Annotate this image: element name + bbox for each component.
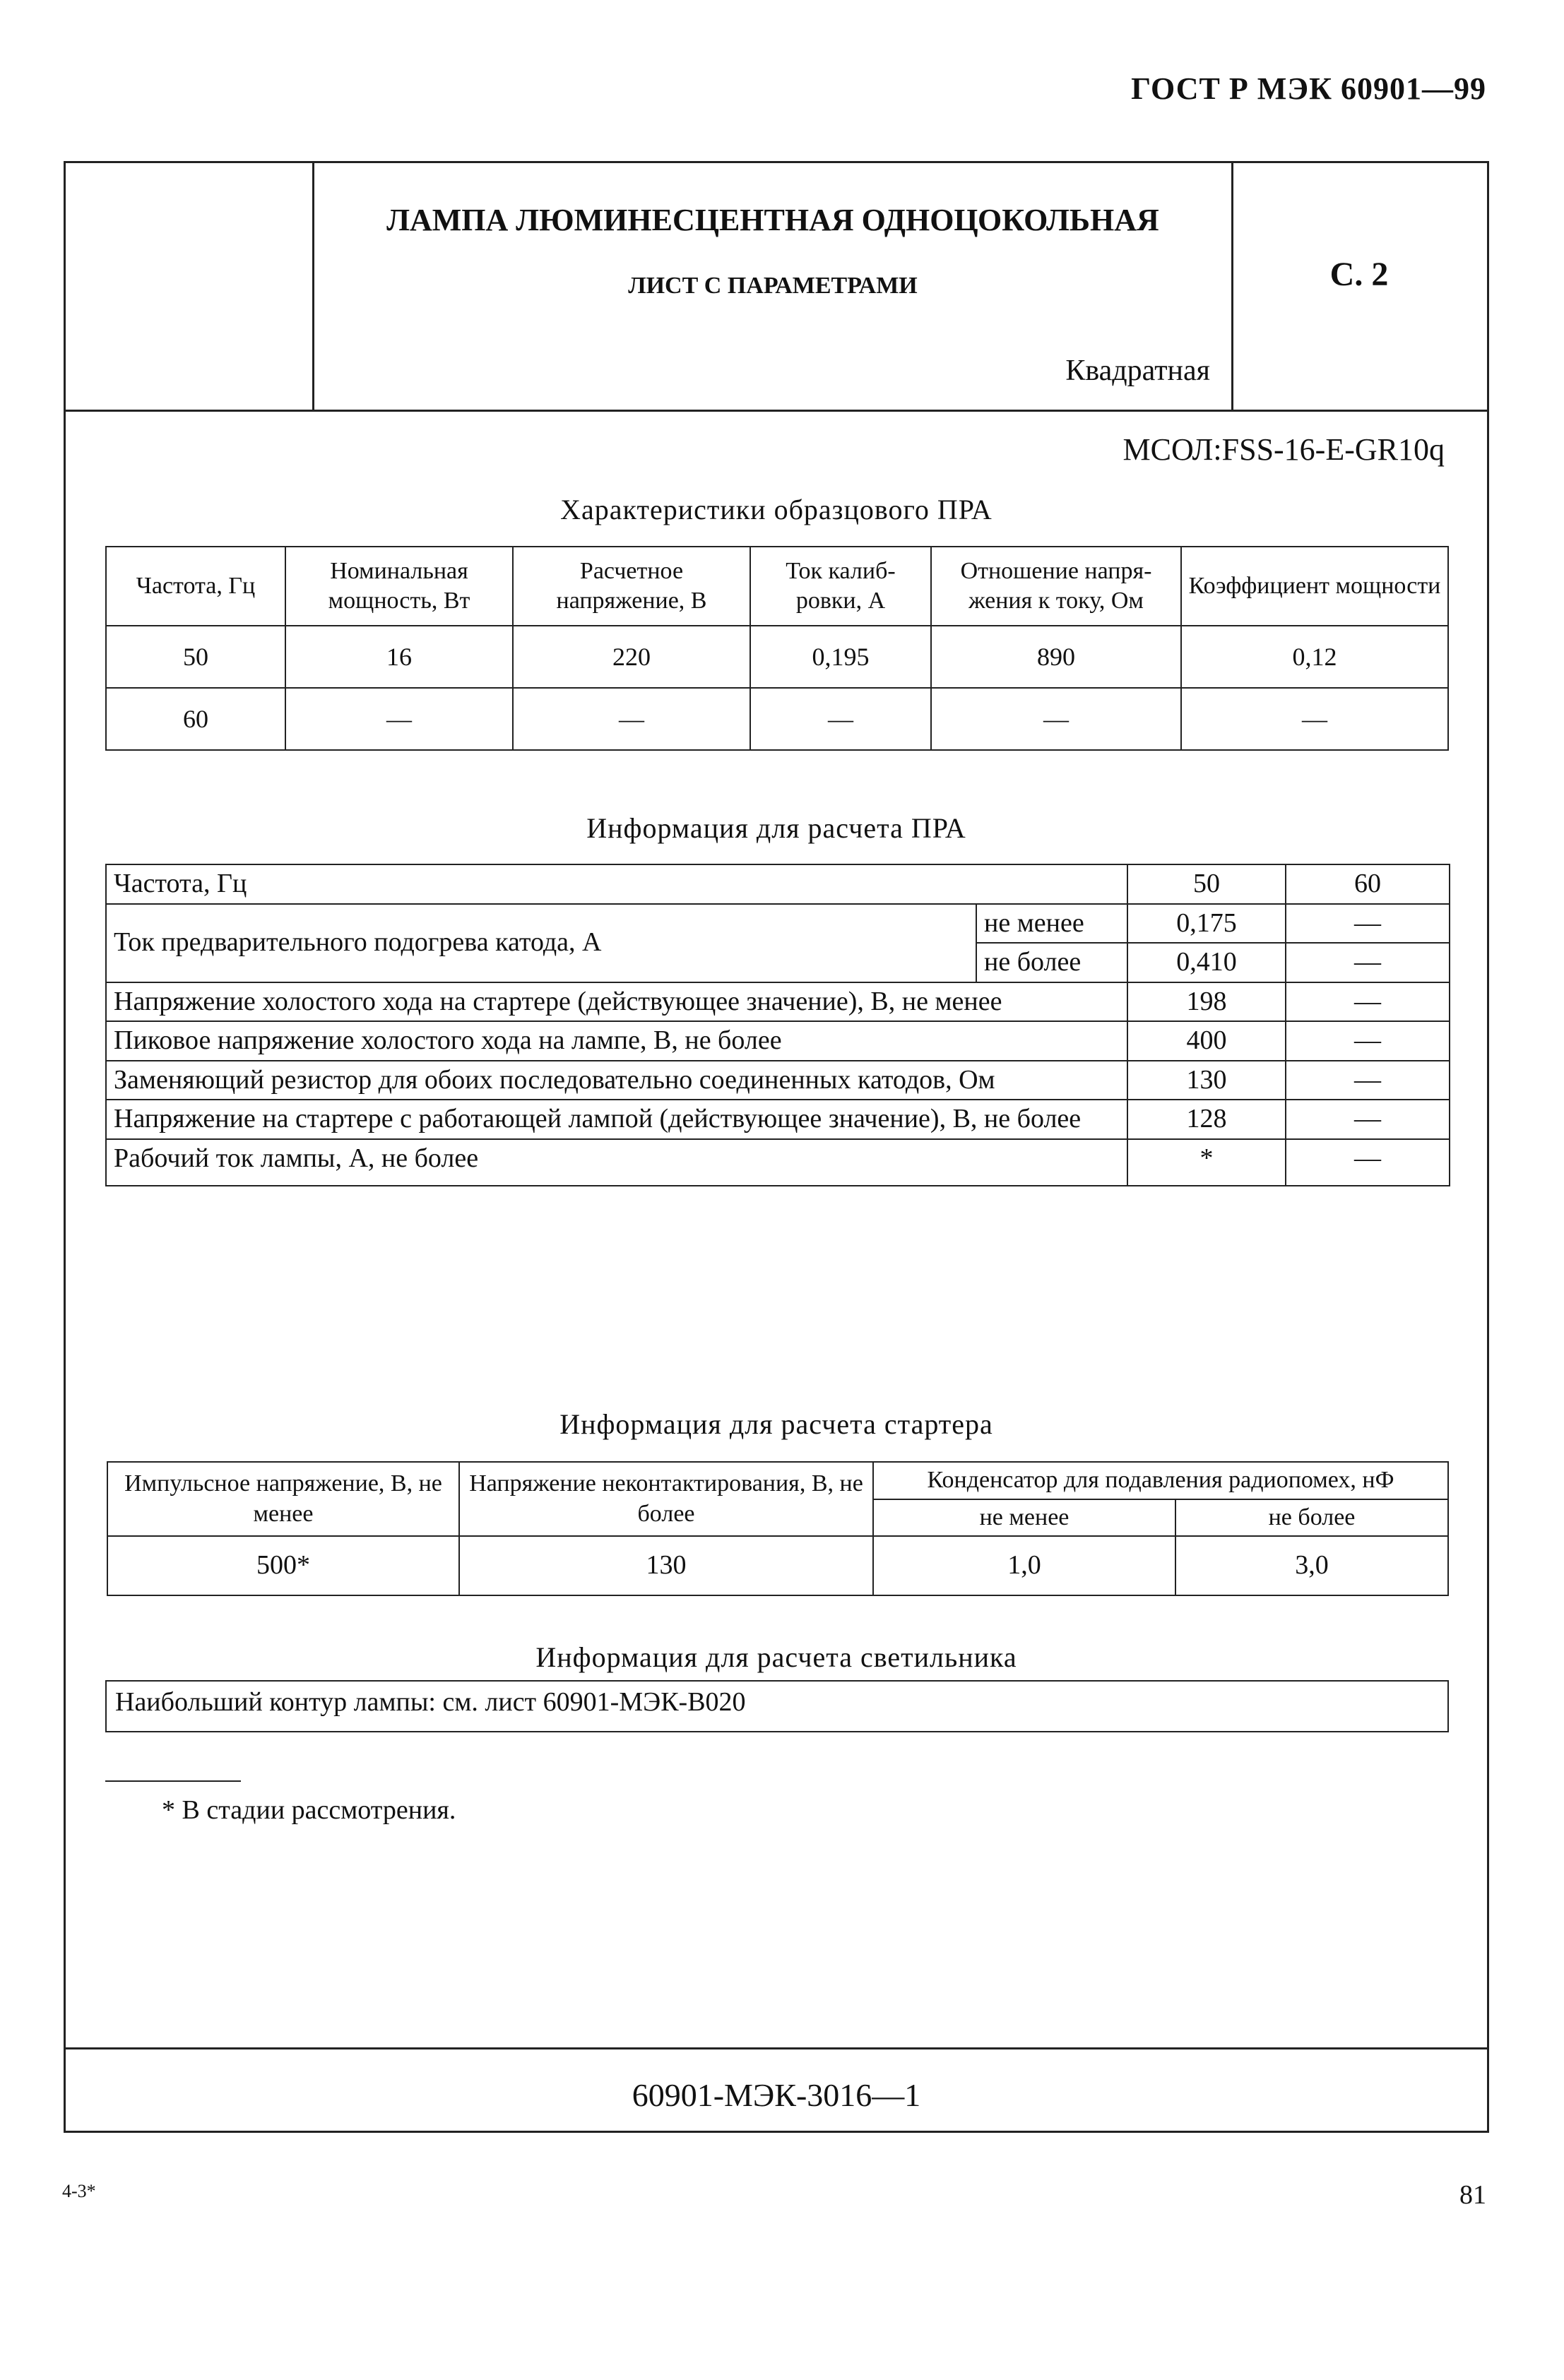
footnote-rule — [105, 1780, 241, 1782]
table-header-row — [106, 547, 1448, 626]
col-cap-max: не более — [1175, 1499, 1448, 1537]
luminaire-info-table — [105, 1680, 1449, 1732]
row-label: Напряжение на стартере с работающей лампой (действующее значение), В, не более — [106, 1100, 1127, 1139]
frequency-label: Частота, Гц — [106, 864, 1127, 904]
starter-info-title: Информация для расчета стартера — [559, 1408, 993, 1440]
table-cell: — — [285, 688, 513, 750]
table-cell: — — [750, 688, 931, 750]
table-cell: 3,0 — [1175, 1536, 1448, 1595]
col-power-factor: Коэффициент мощности — [1181, 547, 1448, 626]
table-cell: 16 — [285, 626, 513, 688]
table-header-row — [107, 1462, 1448, 1499]
col-calibration-current: Ток калиб-ровки, А — [750, 547, 931, 626]
table-cell: — — [1286, 943, 1450, 982]
table-row — [106, 626, 1448, 688]
preheat-current-label: Ток предварительного подогрева катода, А — [106, 904, 976, 982]
table-cell: — — [1286, 1061, 1450, 1100]
reference-ballast-table — [105, 546, 1449, 751]
table-cell: 0,410 — [1127, 943, 1286, 982]
table-row — [106, 982, 1450, 1022]
table-cell: — — [1181, 688, 1448, 750]
sheet-title: ЛАМПА ЛЮМИНЕСЦЕНТНАЯ ОДНОЦОКОЛЬНАЯ — [386, 203, 1159, 237]
col-rated-power: Номинальная мощность, Вт — [285, 547, 513, 626]
footnote: * В стадии рассмотрения. — [162, 1795, 456, 1825]
table-row — [106, 1021, 1450, 1061]
table-cell: 0,175 — [1127, 904, 1286, 944]
table-cell: — — [1286, 1139, 1450, 1186]
ballast-info-title: Информация для расчета ПРА — [586, 812, 966, 844]
luminaire-info-text: Наибольший контур лампы: см. лист 60901-МЭК-В020 — [106, 1681, 1448, 1732]
col-cap-min: не менее — [873, 1499, 1175, 1537]
table-cell: 890 — [931, 626, 1181, 688]
table-cell: 198 — [1127, 982, 1286, 1022]
col-pulse-voltage: Импульсное напряжение, В, не менее — [107, 1462, 459, 1536]
row-label: Напряжение холостого хода на стартере (действующее значение), В, не менее — [106, 982, 1127, 1022]
col-frequency: Частота, Гц — [106, 547, 285, 626]
table-cell: * — [1127, 1139, 1286, 1186]
table-row — [106, 864, 1450, 904]
reference-ballast-title: Характеристики образцового ПРА — [560, 494, 993, 525]
table-row — [106, 904, 1450, 944]
table-cell: 220 — [513, 626, 750, 688]
sheet-number: 60901-МЭК-3016—1 — [66, 2047, 1487, 2131]
table-cell: 400 — [1127, 1021, 1286, 1061]
header-page-number: С. 2 — [1329, 256, 1389, 293]
sheet-header — [66, 163, 1487, 412]
lamp-designation: МСОЛ:FSS-16-E-GR10q — [1122, 432, 1445, 467]
lamp-shape: Квадратная — [1065, 355, 1210, 387]
row-label: Рабочий ток лампы, А, не более — [106, 1139, 1127, 1186]
table-cell: — — [1286, 904, 1450, 944]
luminaire-info-title: Информация для расчета светильника — [535, 1641, 1017, 1673]
table-cell: — — [931, 688, 1181, 750]
min-label: не менее — [976, 904, 1127, 944]
table-cell: 0,12 — [1181, 626, 1448, 688]
row-label: Пиковое напряжение холостого хода на лампе, В, не более — [106, 1021, 1127, 1061]
table-row — [107, 1536, 1448, 1595]
table-cell: 128 — [1127, 1100, 1286, 1139]
table-cell: — — [513, 688, 750, 750]
header-left-cell — [66, 163, 314, 410]
starter-info-table — [107, 1461, 1449, 1596]
table-row — [106, 1681, 1448, 1732]
col-voltage-current-ratio: Отношение напря-жения к току, Ом — [931, 547, 1181, 626]
table-row — [106, 1100, 1450, 1139]
table-cell: 0,195 — [750, 626, 931, 688]
col-non-contact-voltage: Напряжение неконтактирования, В, не более — [459, 1462, 873, 1536]
col-capacitor: Конденсатор для подавления радиопомех, нФ — [873, 1462, 1448, 1499]
max-label: не более — [976, 943, 1127, 982]
ballast-info-table — [105, 864, 1450, 1186]
table-row — [106, 688, 1448, 750]
table-cell: 500* — [107, 1536, 459, 1595]
page-number: 81 — [1459, 2180, 1486, 2210]
table-cell: — — [1286, 982, 1450, 1022]
col-rated-voltage: Расчетное напряжение, В — [513, 547, 750, 626]
sheet-frame — [64, 161, 1489, 2133]
table-cell: 130 — [459, 1536, 873, 1595]
table-cell: 1,0 — [873, 1536, 1175, 1595]
table-cell: 130 — [1127, 1061, 1286, 1100]
document-code: ГОСТ Р МЭК 60901—99 — [1131, 71, 1486, 106]
table-cell: — — [1286, 1100, 1450, 1139]
sheet-mark: 4-3* — [62, 2181, 96, 2201]
table-row — [106, 1139, 1450, 1186]
sheet-subtitle: ЛИСТ С ПАРАМЕТРАМИ — [628, 273, 918, 299]
frequency-60: 60 — [1286, 864, 1450, 904]
row-label: Заменяющий резистор для обоих последовательно соединенных катодов, Ом — [106, 1061, 1127, 1100]
table-cell: 60 — [106, 688, 285, 750]
frequency-50: 50 — [1127, 864, 1286, 904]
table-row — [106, 1061, 1450, 1100]
table-cell: 50 — [106, 626, 285, 688]
table-cell: — — [1286, 1021, 1450, 1061]
